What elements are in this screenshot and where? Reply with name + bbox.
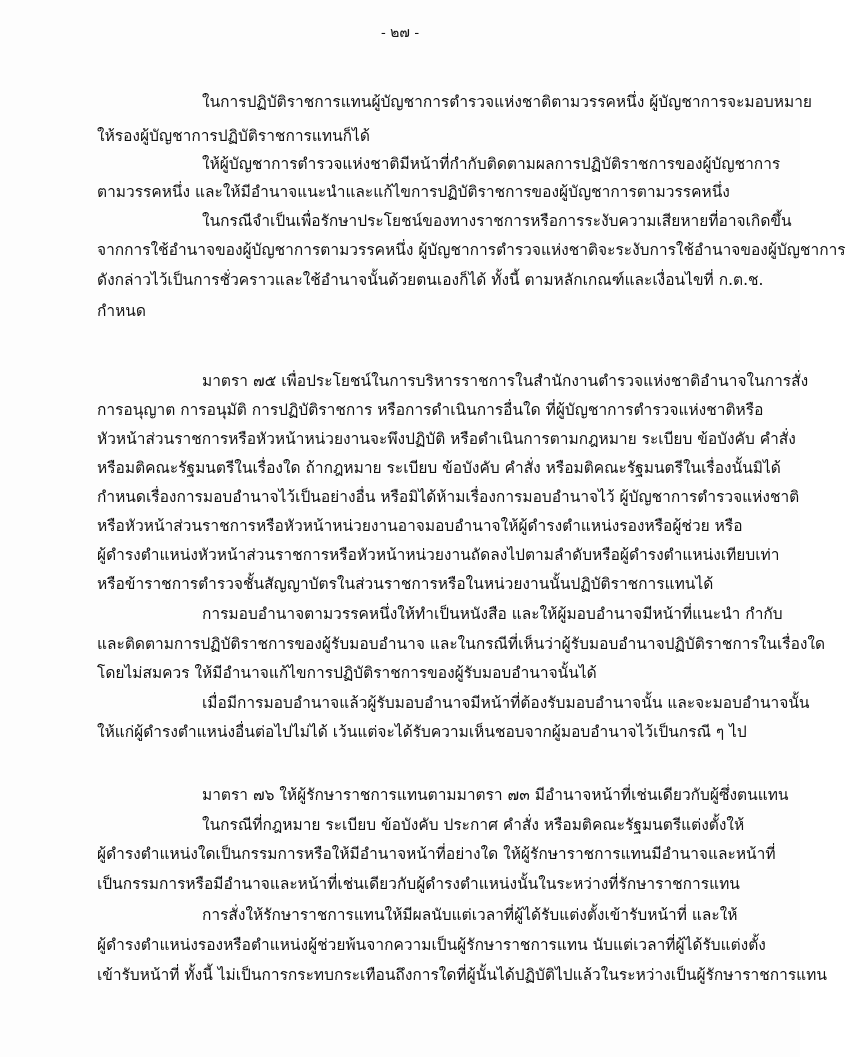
text-line: การมอบอำนาจตามวรรคหนึ่งให้ทำเป็นหนังสือ และให้ผู้มอบอำนาจมีหน้าที่แนะนำ กำกับ <box>202 605 783 623</box>
text-line: เมื่อมีการมอบอำนาจแล้วผู้รับมอบอำนาจมีหน้าที่ต้องรับมอบอำนาจนั้น และจะมอบอำนาจนั้น <box>202 694 810 712</box>
text-line: ให้ผู้บัญชาการตำรวจแห่งชาติมีหน้าที่กำกับติดตามผลการปฏิบัติราชการของผู้บัญชาการ <box>202 155 781 173</box>
text-line: เป็นกรรมการหรือมีอำนาจและหน้าที่เช่นเดียวกับผู้ดำรงตำแหน่งนั้นในระหว่างที่รักษาราชการแทน <box>97 875 740 893</box>
text-line: กำหนด <box>97 302 146 320</box>
text-line: ผู้ดำรงตำแหน่งหัวหน้าส่วนราชการหรือหัวหน้าหน่วยงานถัดลงไปตามลำดับหรือผู้ดำรงตำแหน่งเทียบเท่า <box>97 546 780 564</box>
text-line: ในกรณีที่กฎหมาย ระเบียบ ข้อบังคับ ประกาศ คำสั่ง หรือมติคณะรัฐมนตรีแต่งตั้งให้ <box>202 816 745 834</box>
text-line: กำหนดเรื่องการมอบอำนาจไว้เป็นอย่างอื่น หรือมิได้ห้ามเรื่องการมอบอำนาจไว้ ผู้บัญชาการตำรวจแห่งชาติ <box>97 488 800 506</box>
text-line: เข้ารับหน้าที่ ทั้งนี้ ไม่เป็นการกระทบกระเทือนถึงการใดที่ผู้นั้นได้ปฏิบัติไปแล้วในระหว่างเป็นผู้รักษาราชการแทน <box>97 966 827 984</box>
text-line: ในกรณีจำเป็นเพื่อรักษาประโยชน์ของทางราชการหรือการระงับความเสียหายที่อาจเกิดขึ้น <box>202 212 792 230</box>
text-line: ผู้ดำรงตำแหน่งใดเป็นกรรมการหรือให้มีอำนาจหน้าที่อย่างใด ให้ผู้รักษาราชการแทนมีอำนาจและหน้าที่ <box>97 845 776 863</box>
text-line: และติดตามการปฏิบัติราชการของผู้รับมอบอำนาจ และในกรณีที่เห็นว่าผู้รับมอบอำนาจปฏิบัติราชการในเรื่องใด <box>97 635 826 653</box>
text-line: โดยไม่สมควร ให้มีอำนาจแก้ไขการปฏิบัติราชการของผู้รับมอบอำนาจนั้นได้ <box>97 664 597 682</box>
text-line: ให้แก่ผู้ดำรงตำแหน่งอื่นต่อไปไม่ได้ เว้นแต่จะได้รับความเห็นชอบจากผู้มอบอำนาจไว้เป็นกรณี ๆ ไป <box>97 723 747 741</box>
text-line: ตามวรรคหนึ่ง และให้มีอำนาจแนะนำและแก้ไขการปฏิบัติราชการของผู้บัญชาการตามวรรคหนึ่ง <box>97 183 730 201</box>
text-line: ให้รองผู้บัญชาการปฏิบัติราชการแทนก็ได้ <box>97 127 370 145</box>
text-line: หัวหน้าส่วนราชการหรือหัวหน้าหน่วยงานจะพึงปฏิบัติ หรือดำเนินการตามกฎหมาย ระเบียบ ข้อบังคับ คำสั่ง <box>97 430 796 448</box>
text-line: จากการใช้อำนาจของผู้บัญชาการตามวรรคหนึ่ง ผู้บัญชาการตำรวจแห่งชาติจะระงับการใช้อำนาจของผู้บัญชาการ <box>97 241 846 259</box>
text-line: มาตรา ๗๖ ให้ผู้รักษาราชการแทนตามมาตรา ๗๓ มีอำนาจหน้าที่เช่นเดียวกับผู้ซึ่งตนแทน <box>202 786 789 804</box>
text-line: การอนุญาต การอนุมัติ การปฏิบัติราชการ หรือการดำเนินการอื่นใด ที่ผู้บัญชาการตำรวจแห่งชาติหรือ <box>97 401 764 419</box>
text-line: หรือข้าราชการตำรวจชั้นสัญญาบัตรในส่วนราชการหรือในหน่วยงานนั้นปฏิบัติราชการแทนได้ <box>97 575 714 593</box>
text-line: หรือมติคณะรัฐมนตรีในเรื่องใด ถ้ากฎหมาย ระเบียบ ข้อบังคับ คำสั่ง หรือมติคณะรัฐมนตรีในเรื่องนั้นมิได้ <box>97 459 781 477</box>
page-number: - ๒๗ - <box>380 25 420 41</box>
text-line: ในการปฏิบัติราชการแทนผู้บัญชาการตำรวจแห่งชาติตามวรรคหนึ่ง ผู้บัญชาการจะมอบหมาย <box>202 93 812 111</box>
text-line: มาตรา ๗๕ เพื่อประโยชน์ในการบริหารราชการในสำนักงานตำรวจแห่งชาติอำนาจในการสั่ง <box>202 372 809 390</box>
text-line: ดังกล่าวไว้เป็นการชั่วคราวและใช้อำนาจนั้นด้วยตนเองก็ได้ ทั้งนี้ ตามหลักเกณฑ์และเงื่อนไขที่ ก.ต.ช. <box>97 271 764 289</box>
text-line: การสั่งให้รักษาราชการแทนให้มีผลนับแต่เวลาที่ผู้ได้รับแต่งตั้งเข้ารับหน้าที่ และให้ <box>202 906 738 924</box>
text-line: หรือหัวหน้าส่วนราชการหรือหัวหน้าหน่วยงานอาจมอบอำนาจให้ผู้ดำรงตำแหน่งรองหรือผู้ช่วย หรือ <box>97 517 743 535</box>
text-line: ผู้ดำรงตำแหน่งรองหรือตำแหน่งผู้ช่วยพ้นจากความเป็นผู้รักษาราชการแทน นับแต่เวลาที่ผู้ได้รับแต่งตั้ง <box>97 936 766 954</box>
